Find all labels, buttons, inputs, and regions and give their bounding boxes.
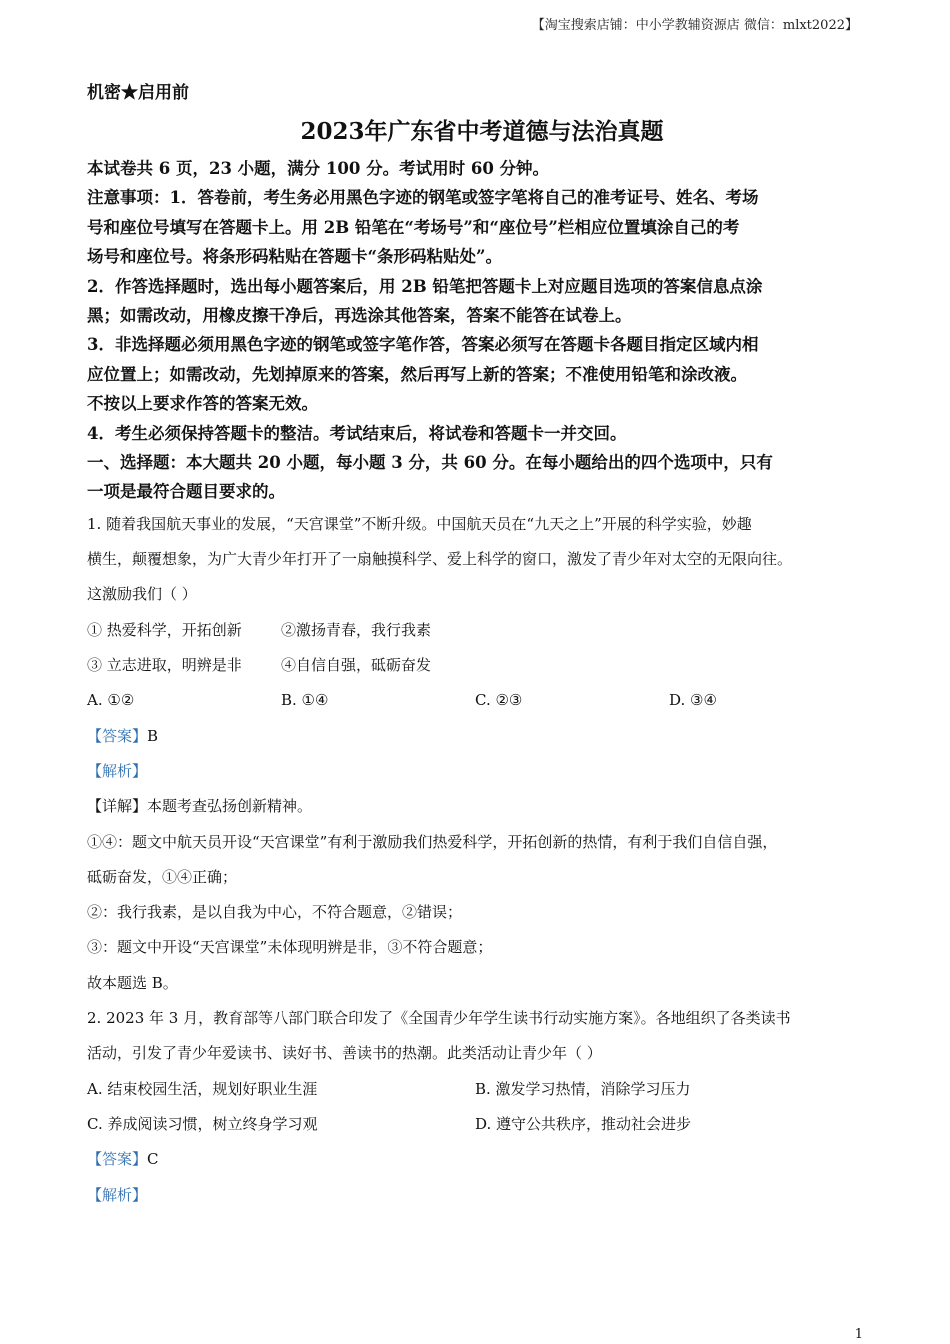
detail-line: ①④：题文中航天员开设“天宫课堂”有利于激励我们热爱科学，开拓创新的热情，有利于我们自信自强， [87,832,778,851]
header-note: 【淘宝搜索店铺：中小学教辅资源店 微信：mlxt2022】 [531,18,858,33]
statement: ③ 立志进取，明辨是非 [87,656,242,675]
statement: ②激扬青春，我行我素 [281,620,432,639]
detail-line: ②：我行我素，是以自我为中心，不符合题意，②错误； [87,903,463,922]
instruction-line: 2．作答选择题时，选出每小题答案后，用 2B 铅笔把答题卡上对应题目选项的答案信息点涂 [87,276,763,296]
instruction-line: 4．考生必须保持答题卡的整洁。考试结束后，将试卷和答题卡一并交回。 [87,423,627,443]
options-row [87,1072,877,1107]
option-a: A. ①② [87,691,135,710]
question-stem-line: 活动，引发了青少年爱读书、读好书、善读书的热潮。此类活动让青少年（ ） [87,1044,602,1063]
analysis-label: 【解析】 [87,761,148,780]
statement-row [87,613,877,648]
instruction-line: 注意事项：1．答卷前，考生务必用黑色字迹的钢笔或签字笔将自己的准考证号、姓名、考场 [87,188,759,208]
detail-line: ③：题文中开设“天宫课堂”未体现明辨是非，③不符合题意； [87,938,493,957]
confidential-label: 机密★启用前 [87,83,189,103]
instruction-line: 场号和座位号。将条形码粘贴在答题卡“条形码粘贴处”。 [87,247,502,267]
section-heading: 一、选择题：本大题共 20 小题，每小题 3 分，共 60 分。在每小题给出的四个选项中，只有 [87,453,773,473]
detail-line: 砥砺奋发，①④正确； [87,867,238,886]
instruction-line: 不按以上要求作答的答案无效。 [87,394,318,414]
statement: ① 热爱科学，开拓创新 [87,620,242,639]
instruction-line: 号和座位号填写在答题卡上。用 2B 铅笔在“考场号”和“座位号”栏相应位置填涂自己的考 [87,217,740,237]
statement: ④自信自强，砥砺奋发 [281,656,432,675]
options-row [87,683,877,718]
option-c: C. ②③ [475,691,523,710]
detail-line: 【详解】本题考查弘扬创新精神。 [87,797,313,816]
page-number: 1 [854,1327,863,1342]
question-1 [87,507,877,1001]
answer-value: C [147,1150,159,1169]
option-b: B. ①④ [281,691,329,710]
section-heading: 一项是最符合题目要求的。 [87,482,285,502]
answer-label: 【答案】 [87,726,148,745]
instructions [87,154,877,507]
question-stem-line: 2. 2023 年 3 月，教育部等八部门联合印发了《全国青少年学生读书行动实施方案》。各地组织了各类读书 [87,1009,791,1028]
question-stem-line: 横生，颠覆想象，为广大青少年打开了一扇触摸科学、爱上科学的窗口，激发了青少年对太空的无限向往。 [87,550,793,569]
instruction-line: 应位置上；如需改动，先划掉原来的答案，然后再写上新的答案；不准使用铅笔和涂改液。 [87,364,747,384]
option-b: B. 激发学习热情，消除学习压力 [475,1079,691,1098]
question-stem-line: 这激励我们（ ） [87,585,197,604]
answer-label: 【答案】 [87,1150,148,1169]
option-d: D. ③④ [669,691,717,710]
page-title: 2023年广东省中考道德与法治真题 [300,118,664,145]
instruction-line: 黑；如需改动，用橡皮擦干净后，再选涂其他答案，答案不能答在试卷上。 [87,306,632,326]
detail-line: 故本题选 B。 [87,973,178,992]
question-stem-line: 1. 随着我国航天事业的发展，“天宫课堂”不断升级。中国航天员在“九天之上”开展的科学实验，妙趣 [87,514,752,533]
answer-value: B [147,726,159,745]
answer-line [87,1142,877,1177]
instruction-line: 本试卷共 6 页，23 小题，满分 100 分。考试用时 60 分钟。 [87,159,550,178]
answer-line [87,719,877,754]
statement-row [87,648,877,683]
exam-page [87,78,877,1213]
option-c: C. 养成阅读习惯，树立终身学习观 [87,1114,318,1133]
options-row [87,1107,877,1142]
option-d: D. 遵守公共秩序，推动社会进步 [475,1114,692,1133]
option-a: A. 结束校园生活，规划好职业生涯 [87,1079,318,1098]
instruction-line: 3．非选择题必须用黑色字迹的钢笔或签字笔作答，答案必须写在答题卡各题目指定区域内相 [87,335,759,355]
analysis-label: 【解析】 [87,1185,148,1204]
question-2 [87,1001,877,1213]
